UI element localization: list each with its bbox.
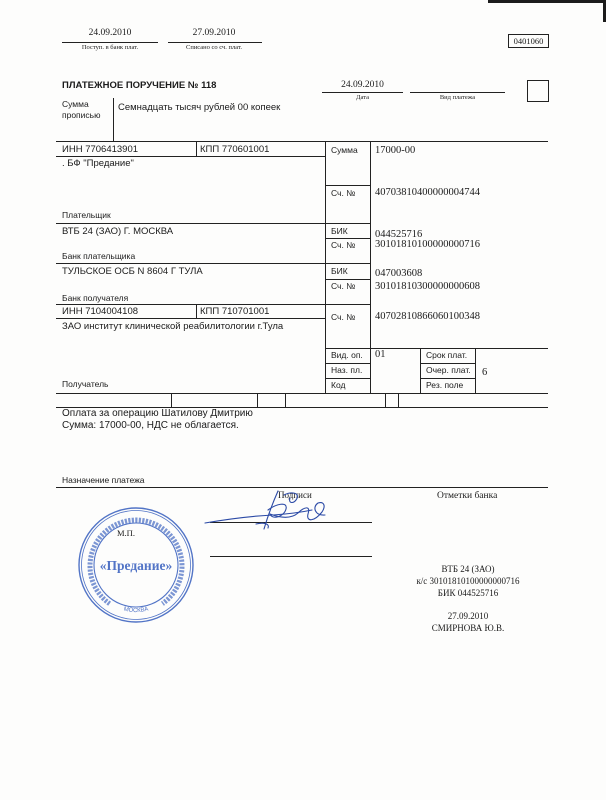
- organization-seal-icon: [77, 506, 195, 624]
- payee-kpp: КПП 710701001: [200, 306, 270, 317]
- codes-row-line-1a: [325, 363, 370, 364]
- bank-mark-line-2: к/с 30101810100000000716: [416, 576, 520, 586]
- signature-stroke-flourish: [284, 493, 297, 503]
- payee-bank-account: 30101810300000000608: [375, 281, 480, 292]
- priority-value: 6: [482, 367, 488, 378]
- payer-label: Плательщик: [62, 210, 111, 220]
- table-top-line: [56, 141, 548, 142]
- tax-row-divider-1: [171, 393, 172, 407]
- payer-account: 40703810400000004744: [375, 187, 480, 198]
- payer-bank-account: 30101810100000000716: [375, 239, 480, 250]
- bank-marks-label: Отметки банка: [437, 491, 498, 501]
- signature-stroke-base: [205, 510, 312, 523]
- signature-icon: [198, 486, 330, 536]
- amount-value: 17000-00: [375, 145, 416, 156]
- payee-bank-bottom-line: [56, 304, 370, 305]
- payer-name: . БФ "Предание": [62, 158, 134, 169]
- payer-bank-bik-line: [325, 238, 370, 239]
- bank-mark-line-4: 27.09.2010: [447, 611, 489, 621]
- purpose-line-2: Сумма: 17000-00, НДС не облагается.: [62, 420, 239, 431]
- payee-inn: ИНН 7104004108: [62, 306, 139, 317]
- payer-inn-row-line: [56, 156, 325, 157]
- tax-row-divider-2: [257, 393, 258, 407]
- debited-date-line: [168, 42, 262, 43]
- due-label: Срок плат.: [426, 350, 468, 360]
- order-date-line: [322, 92, 403, 93]
- reserve-label: Рез. поле: [426, 380, 464, 390]
- debited-date: 27.09.2010: [192, 28, 236, 38]
- order-date: 24.09.2010: [341, 80, 384, 90]
- received-date-line: [62, 42, 158, 43]
- status-square-box: [527, 80, 549, 102]
- codes-row-line-1b: [420, 363, 475, 364]
- purpose-label: Назначение платежа: [62, 475, 145, 485]
- seal-place-label: М.П.: [117, 528, 135, 538]
- middle-column-right-line: [370, 141, 371, 393]
- amount-words-value: Семнадцать тысяч рублей 00 копеек: [118, 102, 281, 113]
- debited-date-label: Списано со сч. плат.: [186, 44, 242, 51]
- tax-row-divider-4: [385, 393, 386, 407]
- payee-inn-row-line: [56, 318, 325, 319]
- payee-name: ЗАО институт клинической реабилитологии г.Тула: [62, 321, 284, 332]
- payer-inn: ИНН 7706413901: [62, 144, 139, 155]
- payer-bottom-line: [56, 223, 370, 224]
- payee-bank-label: Банк получателя: [62, 293, 129, 303]
- codes-row-line-2a: [325, 378, 370, 379]
- tax-row-divider-5: [398, 393, 399, 407]
- seal-ring-text-bottom: МОСКВА: [123, 606, 149, 615]
- amount-row-line: [325, 185, 370, 186]
- payee-inn-kpp-divider: [196, 304, 197, 318]
- payment-type-line: [410, 92, 505, 93]
- payer-bank-account-label: Сч. №: [331, 240, 356, 250]
- purpose-line-1: Оплата за операцию Шатилову Дмитрию: [62, 408, 253, 419]
- priority-label: Очер. плат.: [426, 365, 471, 375]
- codes-divider-1: [420, 348, 421, 393]
- operation-type-value: 01: [375, 349, 386, 360]
- order-date-label: Дата: [356, 94, 369, 101]
- received-date: 24.09.2010: [88, 28, 132, 38]
- tax-row-divider-3: [285, 393, 286, 407]
- bank-mark-line-3: БИК 044525716: [437, 588, 499, 598]
- signature-line-2: [210, 556, 372, 557]
- payer-bank-bik: 044525716: [375, 229, 423, 240]
- payer-account-label: Сч. №: [331, 188, 356, 198]
- payee-bank-bik: 047003608: [375, 268, 423, 279]
- codes-divider-2: [475, 348, 476, 393]
- payer-bank-bik-label: БИК: [331, 226, 348, 236]
- amount-words-label-line1: Сумма: [62, 99, 89, 109]
- scan-edge-top: [488, 0, 606, 3]
- payee-account-label: Сч. №: [331, 312, 356, 322]
- payee-bank-name: ТУЛЬСКОЕ ОСБ N 8604 Г ТУЛА: [62, 266, 203, 277]
- signature-stroke-tail: [256, 523, 268, 528]
- payment-type-label: Вид платежа: [439, 94, 476, 101]
- bank-mark-line-5: СМИРНОВА Ю.В.: [431, 623, 505, 633]
- operation-type-label: Вид. оп.: [331, 350, 363, 360]
- middle-column-left-line: [325, 141, 326, 393]
- amount-words-label-line2: прописью: [62, 110, 101, 120]
- codes-top-line: [325, 348, 548, 349]
- amount-label: Сумма: [331, 145, 358, 155]
- payer-kpp: КПП 770601001: [200, 144, 270, 155]
- payee-label: Получатель: [62, 379, 109, 389]
- seal-center-text: «Предание»: [99, 558, 173, 573]
- codes-row-line-2b: [420, 378, 475, 379]
- signature-stroke-loops: [268, 503, 325, 520]
- payee-bottom-line: [56, 393, 548, 394]
- payee-bank-bik-line: [325, 279, 370, 280]
- signatures-label: Подписи: [278, 490, 312, 500]
- payer-inn-kpp-divider: [196, 141, 197, 156]
- document-title: ПЛАТЕЖНОЕ ПОРУЧЕНИЕ № 118: [62, 80, 217, 91]
- amount-words-divider: [113, 98, 114, 141]
- bank-mark-line-1: ВТБ 24 (ЗАО): [441, 564, 495, 574]
- payee-account: 40702810866060100348: [375, 311, 480, 322]
- form-code-box: 0401060: [508, 34, 549, 48]
- payee-bank-bik-label: БИК: [331, 266, 348, 276]
- payer-bank-name: ВТБ 24 (ЗАО) Г. МОСКВА: [62, 226, 174, 237]
- payer-bank-bottom-line: [56, 263, 370, 264]
- code-label: Код: [331, 380, 346, 390]
- received-date-label: Поступ. в банк плат.: [81, 44, 139, 51]
- payer-bank-label: Банк плательщика: [62, 251, 136, 261]
- purpose-code-label: Наз. пл.: [331, 365, 363, 375]
- payee-bank-account-label: Сч. №: [331, 281, 356, 291]
